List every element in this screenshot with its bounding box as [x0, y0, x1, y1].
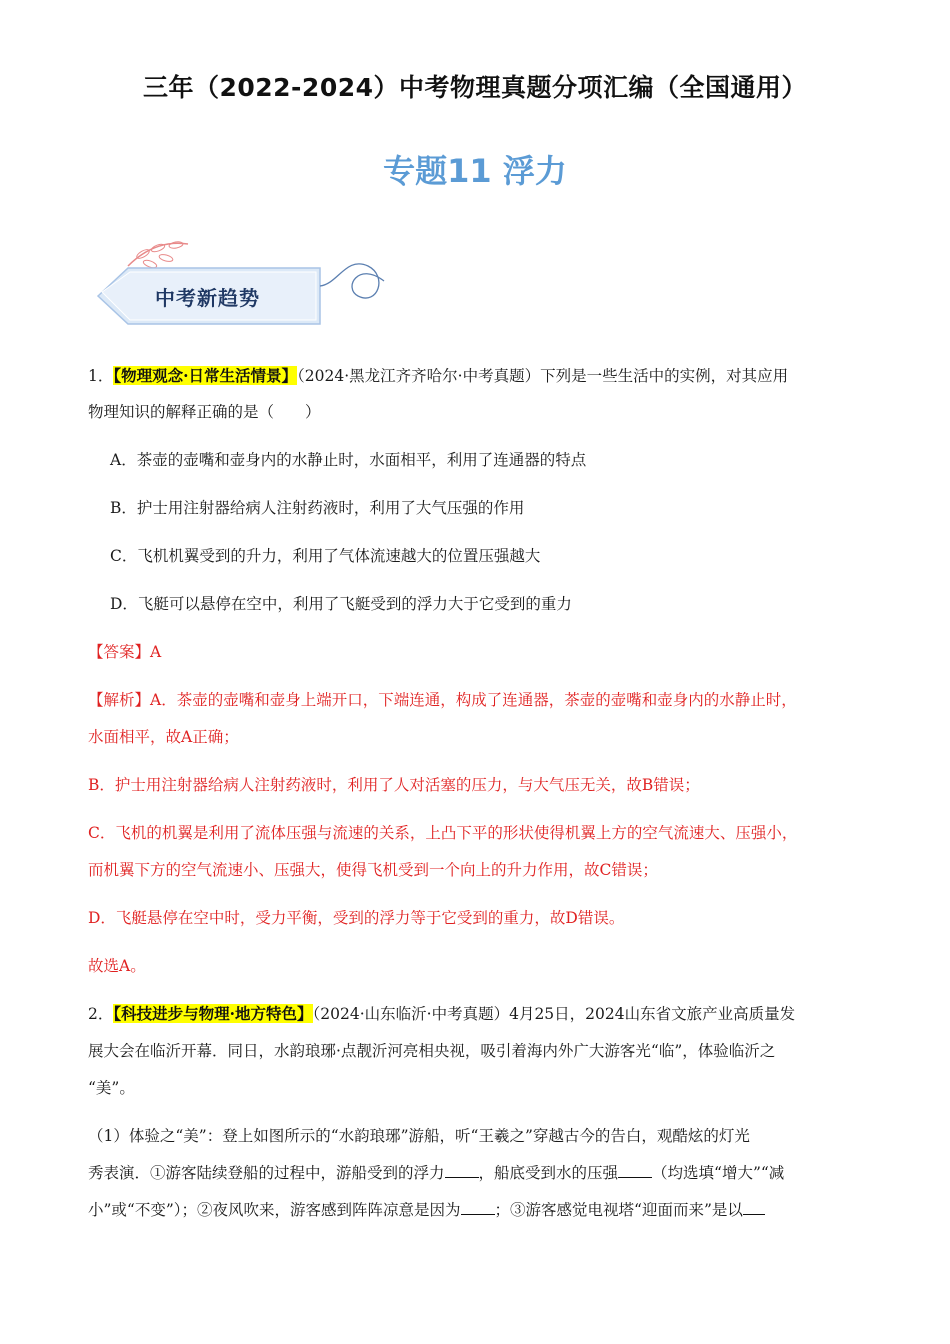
q1-option-b: B．护士用注射器给病人注射药液时，利用了大气压强的作用 [110, 499, 525, 517]
q1-analysis-line6: D．飞艇悬停在空中时，受力平衡，受到的浮力等于它受到的重力，故D错误。 [88, 909, 625, 927]
q1-conclusion: 故选A。 [88, 957, 146, 975]
q1-answer: 【答案】A [88, 643, 162, 661]
topic-title: 专题11 浮力 [383, 152, 567, 190]
answer-blank [618, 1163, 652, 1178]
q1-stem-line2: 物理知识的解释正确的是（ ） [88, 403, 321, 421]
answer-blank [445, 1163, 479, 1178]
q1-stem-line1 [88, 366, 788, 386]
q1-stem-text: （2024·黑龙江齐齐哈尔·中考真题）下列是一些生活中的实例，对其应用 [297, 367, 789, 385]
q2-number: 2． [88, 1005, 114, 1023]
document-title: 三年（2022-2024）中考物理真题分项汇编（全国通用） [142, 73, 808, 102]
q1-option-c: C．飞机机翼受到的升力，利用了气体流速越大的位置压强越大 [110, 547, 541, 565]
q2-stem-line1 [88, 1004, 795, 1024]
q2-part1-line3: 小”或“不变”）；②夜风吹来，游客感到阵阵凉意是因为 ；③游客感觉电视塔“迎面而来”是以 [88, 1200, 765, 1220]
q1-tag: 【物理观念·日常生活情景】 [113, 366, 298, 385]
q1-analysis-line5: 而机翼下方的空气流速小、压强大，使得飞机受到一个向上的升力作用，故C错误； [88, 861, 658, 879]
q1-option-a: A．茶壶的壶嘴和壶身内的水静止时，水面相平，利用了连通器的特点 [110, 451, 587, 469]
q1-number: 1． [88, 367, 114, 385]
answer-blank [461, 1200, 495, 1215]
q1-analysis-line1: 【解析】A．茶壶的壶嘴和壶身上端开口，下端连通，构成了连通器，茶壶的壶嘴和壶身内的水静止时， [88, 691, 797, 709]
answer-blank [743, 1200, 765, 1215]
q1-analysis-label: 【解析】 [88, 691, 151, 709]
q2-stem-line2: 展大会在临沂开幕．同日，水韵琅琊·点靓沂河亮相央视，吸引着海内外广大游客光“临”，体验临沂之 [88, 1042, 776, 1060]
q2-stem-line3: “美”。 [88, 1079, 135, 1097]
q1-option-d: D．飞艇可以悬停在空中，利用了飞艇受到的浮力大于它受到的重力 [110, 595, 572, 613]
q1-analysis-line2: 水面相平，故A正确； [88, 728, 239, 746]
banner-label: 中考新趋势 [155, 286, 260, 310]
q2-stem-text: （2024·山东临沂·中考真题）4月25日，2024山东省文旅产业高质量发 [312, 1005, 796, 1023]
q1-analysis-line3: B．护士用注射器给病人注射药液时，利用了人对活塞的压力，与大气压无关，故B错误； [88, 776, 700, 794]
q1-analysis-line4: C．飞机的机翼是利用了流体压强与流速的关系，上凸下平的形状使得机翼上方的空气流速大、压强小， [88, 824, 798, 842]
q2-part1-line1: （1）体验之“美”：登上如图所示的“水韵琅琊”游船，听“王羲之”穿越古今的告白，观酷炫的灯光 [88, 1127, 750, 1145]
q2-part1-line2: 秀表演．①游客陆续登船的过程中，游船受到的浮力 ，船底受到水的压强 （均选填“增大”“减 [88, 1164, 785, 1182]
q2-tag: 【科技进步与物理·地方特色】 [113, 1004, 313, 1023]
